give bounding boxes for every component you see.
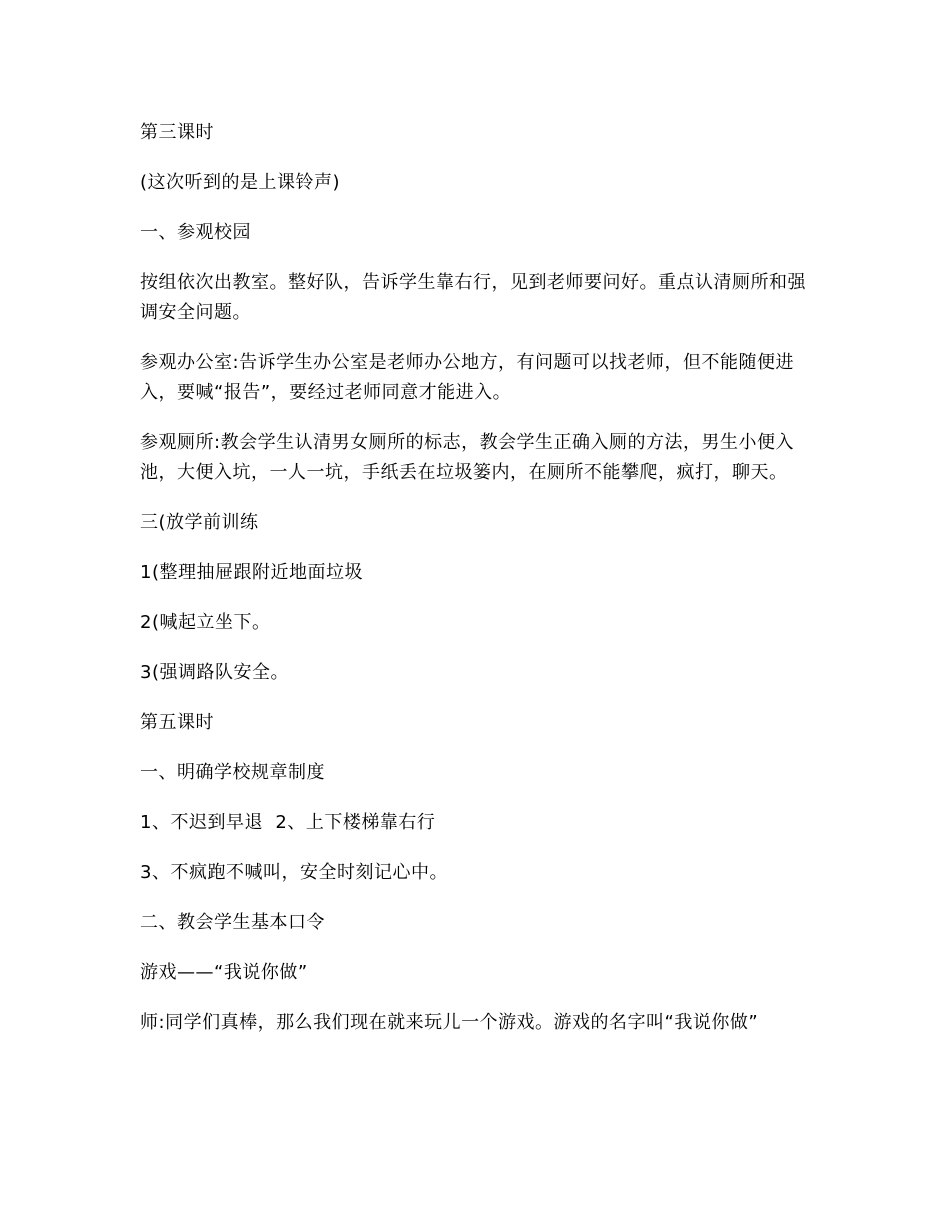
paragraph-office-visit: 参观办公室:告诉学生办公室是老师办公地方，有问题可以找老师，但不能随便进入，要喊“报告”，要经过老师同意才能进入。 (140, 352, 795, 403)
paragraph-group-walk: 按组依次出教室。整好队，告诉学生靠右行，见到老师要问好。重点认清厕所和强调安全问题。 (140, 272, 806, 323)
rule-line-1: 1、不迟到早退 2、上下楼梯靠右行 (140, 812, 436, 833)
list-item-3: 3(强调路队安全。 (140, 662, 289, 683)
lesson-heading-5: 第五课时 (140, 712, 214, 733)
game-title: 游戏——“我说你做” (140, 962, 308, 983)
document-page (140, 118, 820, 1058)
list-item-1: 1(整理抽屉跟附近地面垃圾 (140, 562, 363, 583)
section-campus-tour: 一、参观校园 (140, 222, 251, 243)
section-school-rules: 一、明确学校规章制度 (140, 762, 325, 783)
list-item-2: 2(喊起立坐下。 (140, 612, 271, 633)
paragraph-teacher-speech: 师:同学们真棒，那么我们现在就来玩儿一个游戏。游戏的名字叫“我说你做” (140, 1012, 759, 1033)
rule-line-2: 3、不疯跑不喊叫，安全时刻记心中。 (140, 862, 448, 883)
bell-note: (这次听到的是上课铃声) (140, 172, 341, 193)
paragraph-restroom-visit: 参观厕所:教会学生认清男女厕所的标志，教会学生正确入厕的方法，男生小便入池，大便入坑，一人一坑，手纸丢在垃圾篓内，在厕所不能攀爬，疯打，聊天。 (140, 432, 795, 483)
lesson-heading-3: 第三课时 (140, 122, 214, 143)
section-dismissal-training: 三(放学前训练 (140, 512, 259, 533)
section-basic-commands: 二、教会学生基本口令 (140, 912, 325, 933)
